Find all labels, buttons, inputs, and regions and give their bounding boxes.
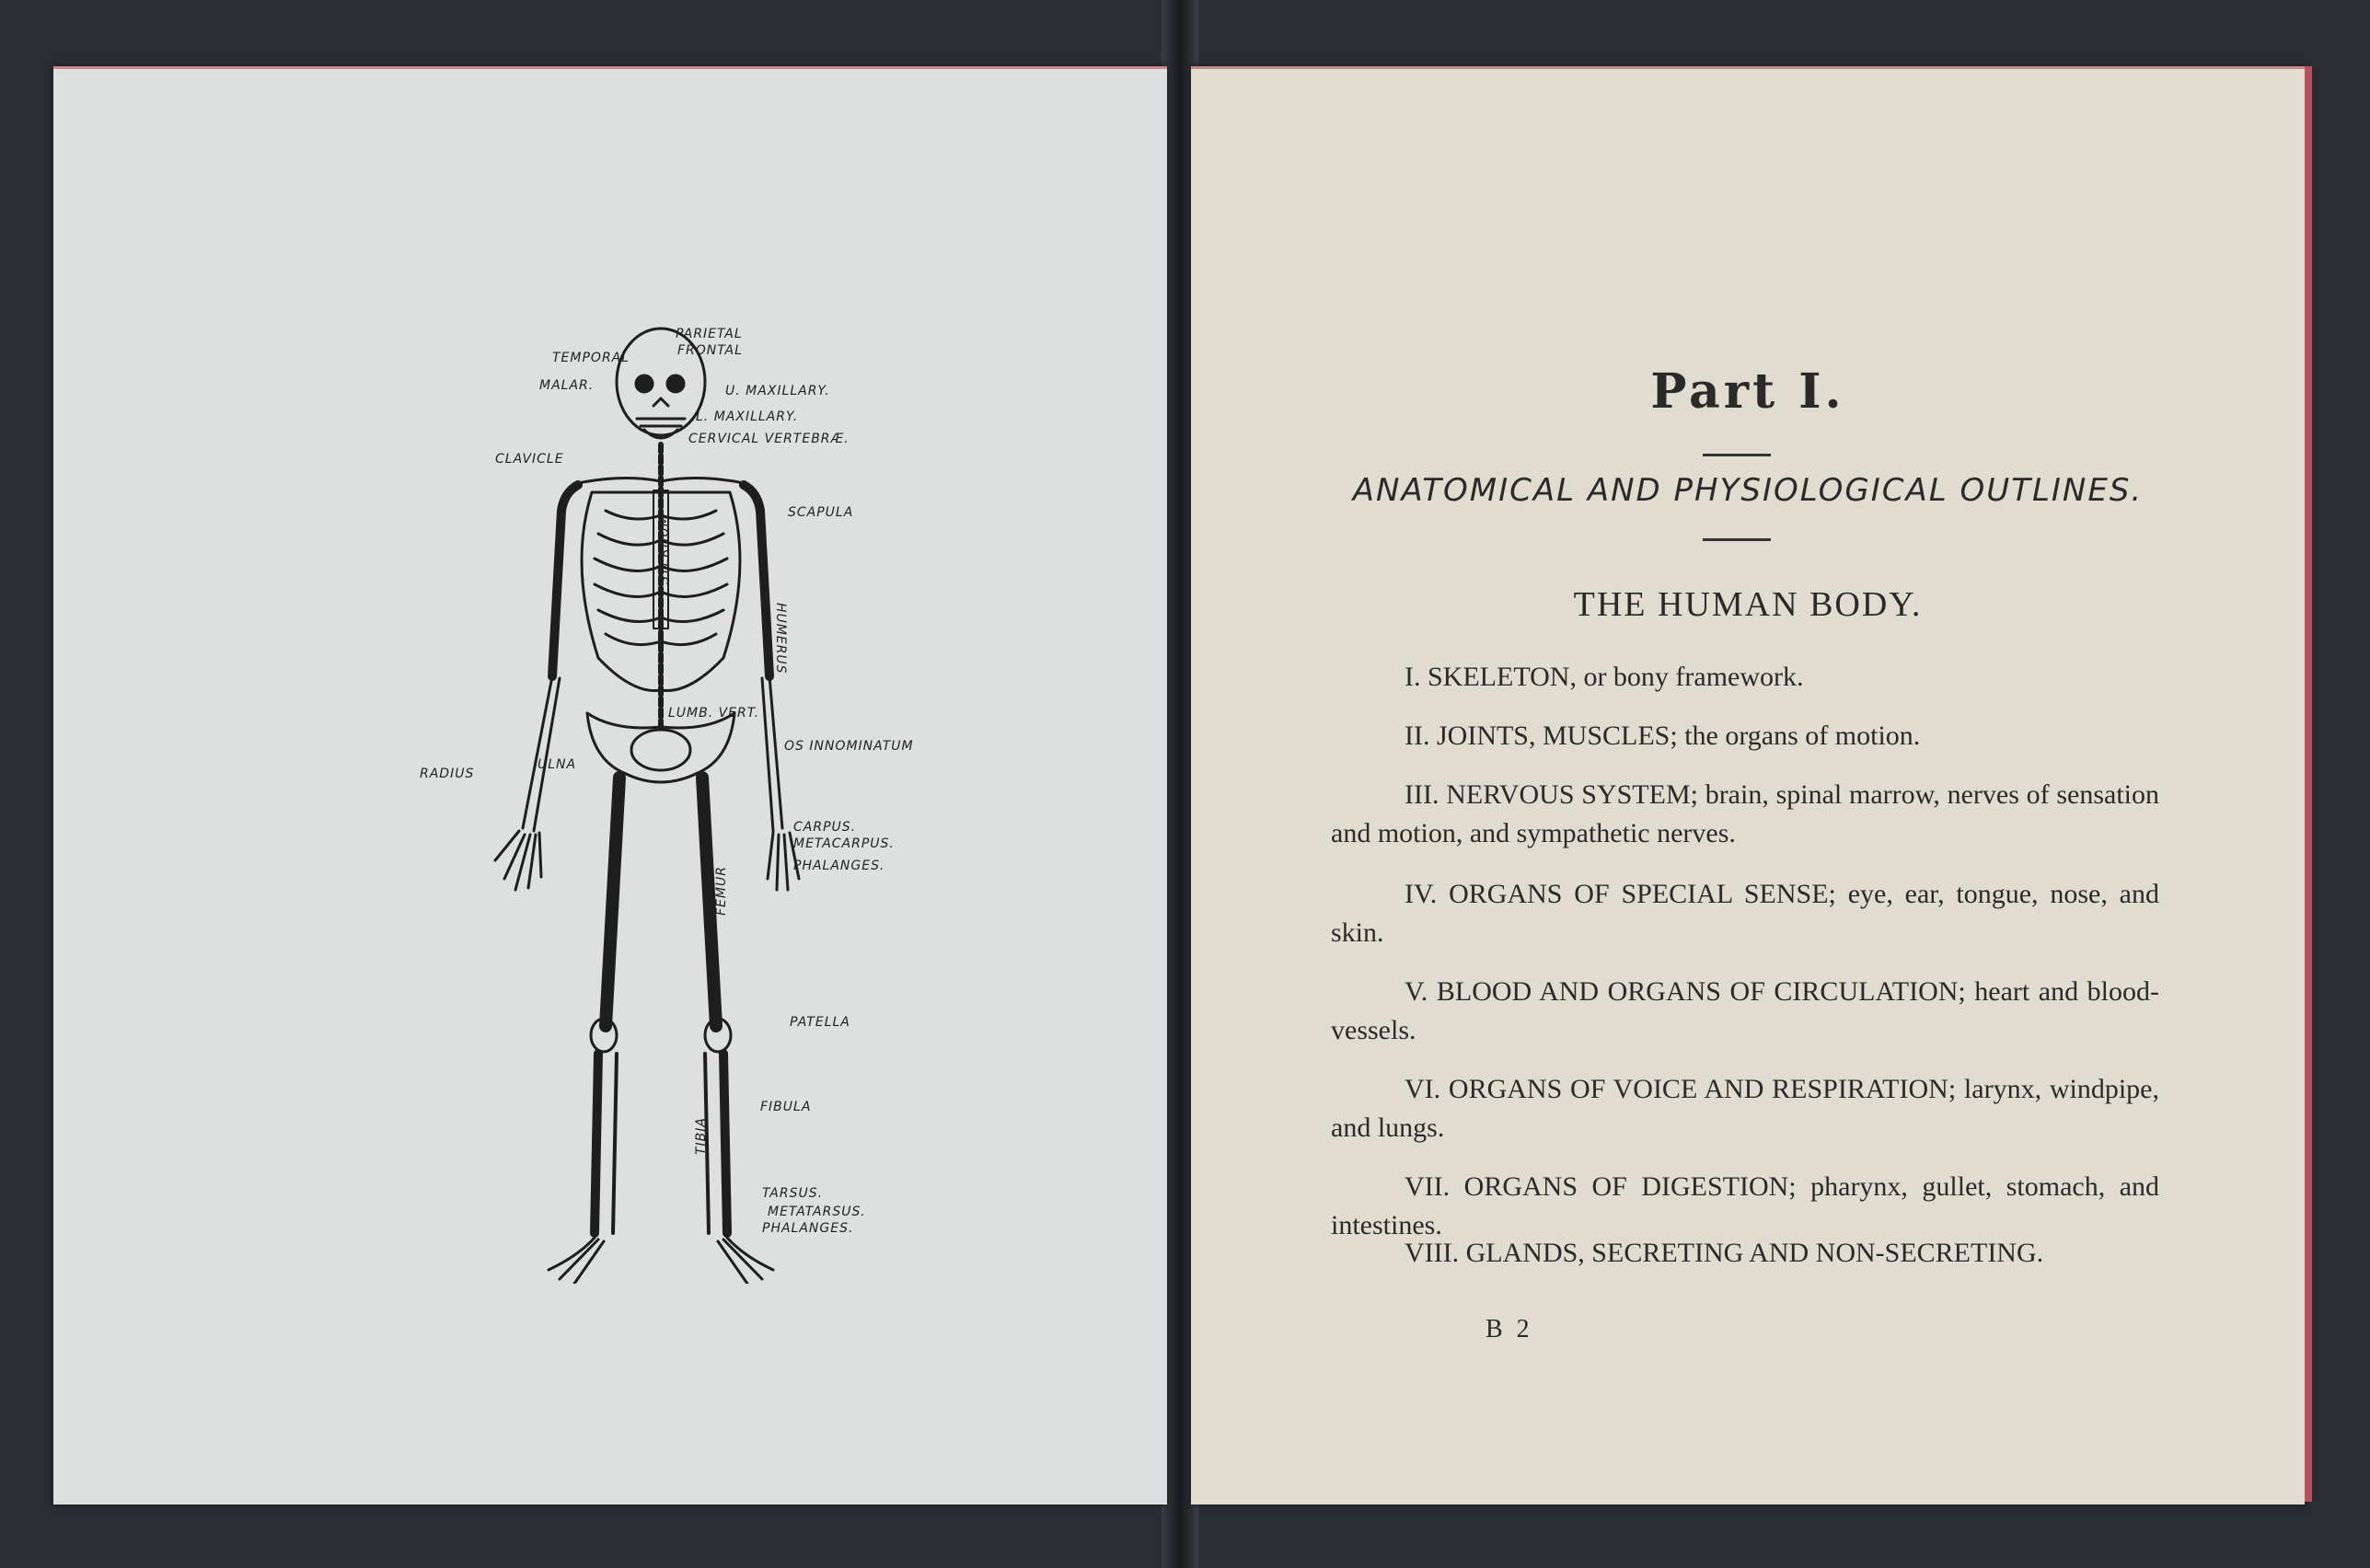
item-text: ORGANS OF VOICE AND RESPIRATION; larynx, windpipe, and lungs. bbox=[1331, 1074, 2159, 1143]
label-lumbar-vertebrae: LUMB. VERT. bbox=[668, 706, 760, 721]
chapter-subtitle: ANATOMICAL AND PHYSIOLOGICAL OUTLINES. bbox=[1352, 472, 2144, 509]
label-sternum: STERNUM bbox=[657, 514, 672, 584]
section-heading: THE HUMAN BODY. bbox=[1573, 585, 1923, 624]
label-metacarpus: METACARPUS. bbox=[793, 836, 895, 851]
item-number: VII. bbox=[1405, 1171, 1451, 1202]
item-number: III. bbox=[1405, 779, 1439, 810]
label-tibia: TIBIA bbox=[694, 1117, 709, 1155]
label-radius: RADIUS bbox=[420, 767, 475, 781]
label-carpus: CARPUS. bbox=[793, 820, 857, 835]
label-metatarsus: METATARSUS. bbox=[768, 1205, 866, 1219]
item-text: NERVOUS SYSTEM; brain, spinal marrow, nerves of sensation and motion, and sympathetic nerves. bbox=[1331, 779, 2159, 848]
label-phalanges-foot: PHALANGES. bbox=[762, 1221, 854, 1236]
item-number: VI. bbox=[1405, 1074, 1441, 1104]
item-number: V. bbox=[1405, 976, 1428, 1007]
part-title: Part I. bbox=[1650, 363, 1845, 420]
label-malar: MALAR. bbox=[539, 378, 595, 393]
label-patella: PATELLA bbox=[790, 1015, 850, 1030]
list-item bbox=[1331, 1234, 2159, 1273]
item-number: VIII. bbox=[1405, 1238, 1460, 1268]
item-text: BLOOD AND ORGANS OF CIRCULATION; heart and blood-vessels. bbox=[1331, 976, 2159, 1045]
label-humerus: HUMERUS bbox=[773, 603, 788, 674]
item-text: SKELETON, or bony framework. bbox=[1428, 662, 1804, 692]
list-item bbox=[1331, 973, 2159, 1050]
page-edge bbox=[2305, 66, 2312, 1502]
item-number: I. bbox=[1405, 662, 1421, 692]
signature-mark: B 2 bbox=[1486, 1315, 1533, 1343]
right-page bbox=[1191, 66, 2305, 1505]
item-text: ORGANS OF SPECIAL SENSE; eye, ear, tongue, nose, and skin. bbox=[1331, 879, 2159, 948]
label-tarsus: TARSUS. bbox=[762, 1186, 824, 1201]
label-phalanges-hand: PHALANGES. bbox=[793, 859, 885, 873]
list-item bbox=[1331, 717, 2159, 755]
item-text: GLANDS, SECRETING AND NON-SECRETING. bbox=[1465, 1238, 2044, 1268]
list-item bbox=[1331, 776, 2159, 853]
label-fibula: FIBULA bbox=[760, 1100, 812, 1114]
list-item bbox=[1331, 875, 2159, 952]
title-rule-bottom bbox=[1703, 538, 1771, 541]
label-frontal: FRONTAL bbox=[677, 343, 743, 358]
label-parietal: PARIETAL bbox=[676, 327, 743, 341]
label-u-maxillary: U. MAXILLARY. bbox=[725, 384, 830, 398]
label-ulna: ULNA bbox=[538, 757, 577, 772]
item-number: IV. bbox=[1405, 879, 1438, 909]
left-page bbox=[53, 66, 1167, 1505]
item-text: JOINTS, MUSCLES; the organs of motion. bbox=[1436, 721, 1921, 751]
label-clavicle: CLAVICLE bbox=[495, 452, 564, 467]
list-item bbox=[1331, 1070, 2159, 1147]
label-temporal: TEMPORAL bbox=[552, 351, 630, 365]
title-rule-top bbox=[1703, 454, 1771, 456]
label-l-maxillary: L. MAXILLARY. bbox=[696, 409, 799, 424]
list-item bbox=[1331, 658, 2159, 697]
label-os-innominatum: OS INNOMINATUM bbox=[784, 739, 914, 754]
label-femur: FEMUR bbox=[714, 866, 729, 916]
item-number: II. bbox=[1405, 721, 1430, 751]
label-cervical-vertebrae: CERVICAL VERTEBRÆ. bbox=[688, 432, 850, 446]
item-text: ORGANS OF DIGESTION; pharynx, gullet, stomach, and intestines. bbox=[1331, 1171, 2160, 1240]
skeleton-illustration bbox=[357, 327, 965, 1284]
label-scapula: SCAPULA bbox=[788, 505, 854, 520]
